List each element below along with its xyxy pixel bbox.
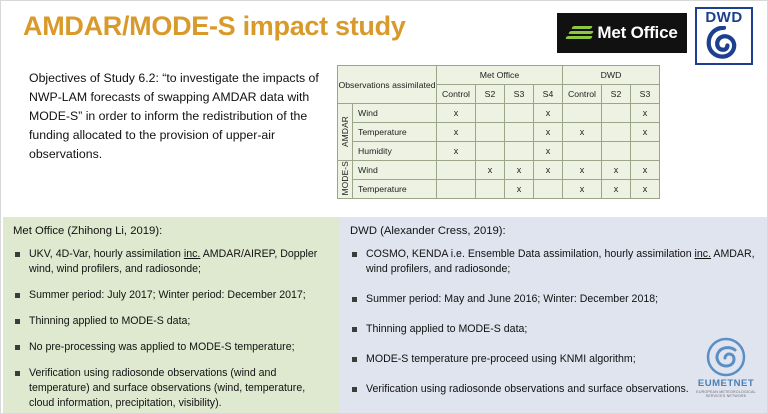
met-office-swoosh-icon xyxy=(566,25,592,42)
list-item: Verification using radiosonde observations and surface observations. xyxy=(350,382,757,397)
page-title: AMDAR/MODE-S impact study xyxy=(23,11,406,41)
table-cell-mark: x xyxy=(631,161,660,180)
eumetnet-swirl-icon xyxy=(691,337,761,377)
list-item: Verification using radiosonde observations (wind and temperature) and surface observations (wind, temperature, cloud information, precipitation, visibility). xyxy=(13,366,330,411)
observations-table-wrapper xyxy=(337,65,660,199)
list-item: Thinning applied to MODE-S data; xyxy=(13,314,330,329)
table-cell-mark xyxy=(437,161,476,180)
table-cell-mark: x xyxy=(534,104,563,123)
observations-assimilated-table xyxy=(337,65,660,199)
table-col-mo-s3: S3 xyxy=(505,85,534,104)
table-cell-mark: x xyxy=(505,161,534,180)
table-cell-mark xyxy=(602,104,631,123)
table-cell-mark: x xyxy=(476,161,505,180)
met-office-logo xyxy=(557,13,687,53)
table-rowgroup-mode-s xyxy=(338,161,353,199)
table-col-mo-control: Control xyxy=(437,85,476,104)
list-item-emphasis: inc. xyxy=(183,248,201,260)
list-item: MODE-S temperature pre-proceed using KNMI algorithm; xyxy=(350,352,757,367)
list-item: Summer period: July 2017; Winter period: December 2017; xyxy=(13,288,330,303)
panel-met-office-list xyxy=(13,247,330,411)
table-row xyxy=(338,161,660,180)
table-header-row-groups xyxy=(338,66,660,85)
table-cell-mark: x xyxy=(563,161,602,180)
table-col-dwd-s3: S3 xyxy=(631,85,660,104)
table-col-mo-s4: S4 xyxy=(534,85,563,104)
table-header-group-met-office: Met Office xyxy=(437,66,563,85)
table-cell-param: Temperature xyxy=(353,123,437,142)
table-cell-mark xyxy=(602,123,631,142)
table-row xyxy=(338,142,660,161)
panel-met-office xyxy=(3,217,340,413)
table-rowgroup-amdar xyxy=(338,104,353,161)
dwd-swirl-icon xyxy=(706,26,742,60)
table-cell-mark: x xyxy=(631,123,660,142)
table-cell-mark xyxy=(505,123,534,142)
list-item: No pre-processing was applied to MODE-S temperature; xyxy=(13,340,330,355)
table-cell-param: Wind xyxy=(353,104,437,123)
table-cell-mark xyxy=(534,180,563,199)
table-cell-mark: x xyxy=(534,161,563,180)
met-office-logo-label: Met Office xyxy=(597,23,678,42)
table-cell-mark: x xyxy=(631,180,660,199)
table-col-dwd-s2: S2 xyxy=(602,85,631,104)
table-cell-mark xyxy=(631,142,660,161)
table-rowgroup-mode-s-label: MODE-S xyxy=(340,161,350,196)
table-cell-mark: x xyxy=(563,180,602,199)
table-row xyxy=(338,104,660,123)
dwd-logo-label: DWD xyxy=(705,9,743,26)
list-item-emphasis: inc. xyxy=(694,248,712,260)
table-cell-mark: x xyxy=(534,123,563,142)
table-row xyxy=(338,123,660,142)
panel-dwd-heading: DWD (Alexander Cress, 2019): xyxy=(350,225,506,237)
list-item: COSMO, KENDA i.e. Ensemble Data assimilation, hourly assimilation inc. AMDAR, wind profilers, and radiosonde; xyxy=(350,247,757,277)
dwd-logo xyxy=(695,7,753,65)
table-cell-mark xyxy=(563,142,602,161)
table-cell-mark xyxy=(476,104,505,123)
table-cell-mark: x xyxy=(505,180,534,199)
table-col-mo-s2: S2 xyxy=(476,85,505,104)
table-header-group-dwd: DWD xyxy=(563,66,660,85)
table-cell-mark: x xyxy=(563,123,602,142)
list-item: Summer period: May and June 2016; Winter: December 2018; xyxy=(350,292,757,307)
eumetnet-logo xyxy=(691,337,761,398)
table-cell-mark xyxy=(505,104,534,123)
list-item: Thinning applied to MODE-S data; xyxy=(350,322,757,337)
table-cell-mark: x xyxy=(602,180,631,199)
table-cell-mark xyxy=(476,142,505,161)
table-cell-param: Wind xyxy=(353,161,437,180)
table-cell-mark xyxy=(602,142,631,161)
table-cell-mark: x xyxy=(437,142,476,161)
table-row xyxy=(338,180,660,199)
table-rowgroup-amdar-label: AMDAR xyxy=(340,115,350,147)
table-cell-mark: x xyxy=(534,142,563,161)
table-cell-param: Humidity xyxy=(353,142,437,161)
table-cell-mark: x xyxy=(631,104,660,123)
list-item: UKV, 4D-Var, hourly assimilation inc. AMDAR/AIREP, Doppler wind, wind profilers, and radiosonde; xyxy=(13,247,330,277)
objectives-text: Objectives of Study 6.2: “to investigate the impacts of NWP-LAM forecasts of swapping AMDAR data with MODE-S” in order to inform the redistribution of the funding allocated to the provision of upper-air observations. xyxy=(29,71,319,161)
table-header-observations: Observations assimilated xyxy=(338,66,437,104)
table-cell-mark: x xyxy=(437,123,476,142)
table-cell-mark xyxy=(476,123,505,142)
table-cell-mark: x xyxy=(602,161,631,180)
table-cell-param: Temperature xyxy=(353,180,437,199)
eumetnet-subtitle: EUROPEAN METEOROLOGICAL SERVICES NETWORK xyxy=(696,390,756,398)
table-cell-mark: x xyxy=(437,104,476,123)
table-cell-mark xyxy=(505,142,534,161)
panel-met-office-heading: Met Office (Zhihong Li, 2019): xyxy=(13,225,163,237)
table-col-dwd-control: Control xyxy=(563,85,602,104)
table-cell-mark xyxy=(476,180,505,199)
table-cell-mark xyxy=(437,180,476,199)
table-cell-mark xyxy=(563,104,602,123)
eumetnet-label: EUMETNET xyxy=(697,378,755,389)
